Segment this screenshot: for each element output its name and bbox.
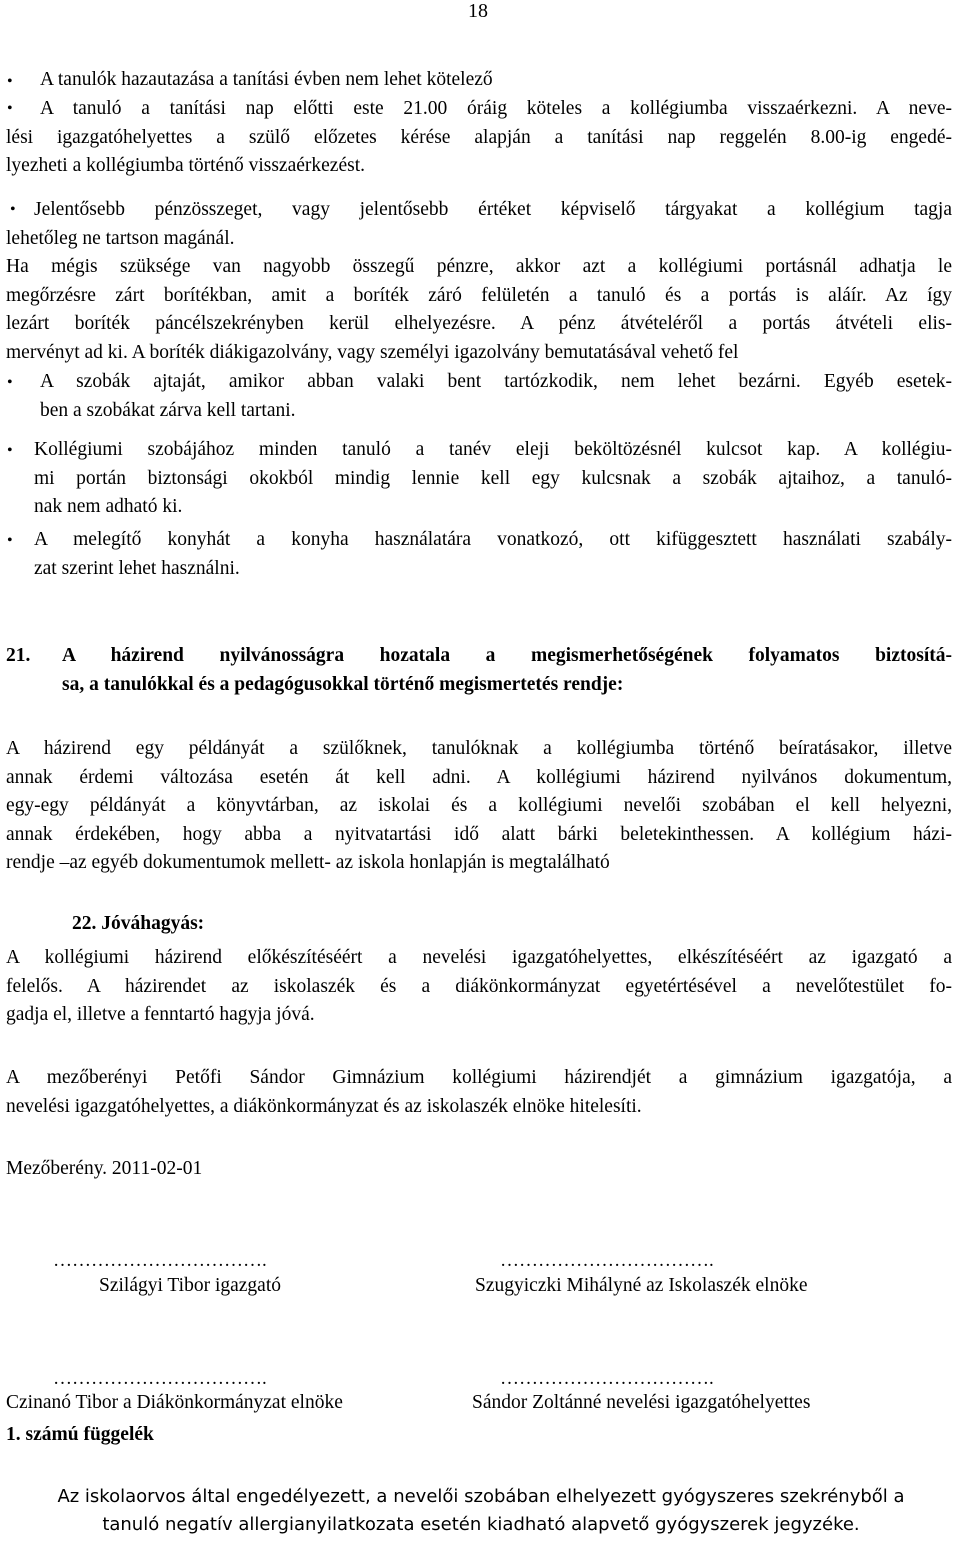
signature-line: …………………………….	[53, 1368, 267, 1389]
section-22-paragraph	[6, 944, 952, 1030]
list-item-text: A tanuló a tanítási nap előtti este 21.00 óráig köteles a kollégiumba visszaérkezni. A neve-	[40, 98, 952, 119]
section-21-number: 21.	[6, 645, 31, 666]
section-title-line: sa, a tanulókkal és a pedagógusokkal történő megismertetés rendje:	[62, 673, 624, 695]
section-22-heading: 22. Jóváhagyás:	[72, 913, 205, 934]
list-item-text: A melegítő konyhát a konyha használatára vonatkozó, ott kifüggesztett használati szabály-	[34, 529, 952, 550]
list-item	[6, 95, 952, 181]
signature-name: Szugyiczki Mihályné az Iskolaszék elnöke	[475, 1275, 808, 1296]
bullet-icon: •	[7, 374, 13, 391]
paragraph-line: A házirend egy példányát a szülőknek, tanulóknak a kollégiumba történő beíratásakor, illetve	[6, 738, 952, 759]
paragraph-line: nevelési igazgatóhelyettes, a diákönkormányzat és az iskolaszék elnöke hitelesíti.	[6, 1095, 642, 1117]
section-21-title	[62, 642, 952, 699]
paragraph-line: egy-egy példányát a könyvtárban, az iskolai és a kollégiumi nevelői szobában el kell helyezni,	[6, 795, 952, 816]
list-item-text: mi portán biztonsági okokból mindig lennie kell egy kulcsnak a szobák ajtaihoz, a tanuló-	[34, 467, 952, 489]
list-item-text: Kollégiumi szobájához minden tanuló a tanév eleji beköltözésnél kulcsot kap. A kollégiu-	[34, 439, 952, 460]
list-item-text: ben a szobákat zárva kell tartani.	[40, 399, 296, 421]
section-title-line: A házirend nyilvánosságra hozatala a megismerhetőségének folyamatos biztosítá-	[62, 645, 952, 666]
signature-line: …………………………….	[500, 1250, 714, 1271]
list-item	[34, 526, 952, 583]
authentication-paragraph	[6, 1064, 952, 1121]
paragraph-line: A kollégiumi házirend előkészítéséért a nevelési igazgatóhelyettes, elkészítéséért az igazgató a	[6, 947, 952, 968]
paragraph-line: annak érdemi változása esetén át kell adni. A kollégiumi házirend nyilvános dokumentum,	[6, 766, 952, 788]
list-item	[6, 196, 952, 367]
list-item	[34, 436, 952, 522]
signature-name: Czinanó Tibor a Diákönkormányzat elnöke	[6, 1392, 343, 1413]
paragraph-line: felelős. A házirendet az iskolaszék és a diákönkormányzat egyetértésével a nevelőtestület fo-	[6, 975, 952, 997]
list-item-text: nak nem adható ki.	[34, 496, 183, 517]
list-item-text: lehetőleg ne tartson magánál.	[6, 227, 235, 249]
list-item-text: lezárt boríték páncélszekrényben kerül elhelyezésre. A pénz átvételéről a portás átvételi elis-	[6, 313, 952, 334]
signature-name: Szilágyi Tibor igazgató	[99, 1275, 281, 1296]
bullet-icon: •	[7, 100, 13, 117]
appendix-text-line: Az iskolaorvos által engedélyezett, a nevelői szobában elhelyezett gyógyszeres szekrényből a	[57, 1486, 905, 1507]
bullet-icon: •	[7, 532, 13, 549]
paragraph-line: annak érdekében, hogy abba a nyitvatartási idő alatt bárki beletekinthessen. A kollégium házi-	[6, 823, 952, 845]
list-item-text: mervényt ad ki. A boríték diákigazolvány, vagy személyi igazolvány bemutatásával vehető fel	[6, 341, 739, 363]
list-item-text: A tanulók hazautazása a tanítási évben nem lehet kötelező	[40, 69, 493, 90]
list-item-text: A szobák ajtaját, amikor abban valaki bent tartózkodik, nem lehet bezárni. Egyéb esetek-	[40, 371, 952, 392]
list-item-text: Jelentősebb pénzösszeget, vagy jelentősebb értéket képviselő tárgyakat a kollégium tagja	[34, 199, 952, 220]
list-item-text: Ha mégis szüksége van nagyobb összegű pénzre, akkor azt a kollégiumi portásnál adhatja le	[6, 256, 952, 277]
bullet-icon: •	[10, 201, 16, 218]
list-item	[40, 66, 940, 95]
signature-name: Sándor Zoltánné nevelési igazgatóhelyettes	[472, 1392, 811, 1413]
list-item-text: lési igazgatóhelyettes a szülő előzetes kérése alapján a tanítási nap reggelén 8.00-ig engedé-	[6, 126, 952, 148]
appendix-text-line: tanuló negatív allergianyilatkozata esetén kiadható alapvető gyógyszerek jegyzéke.	[102, 1514, 860, 1535]
appendix-text	[6, 1483, 956, 1539]
section-21-paragraph	[6, 735, 952, 878]
appendix-heading: 1. számú függelék	[6, 1424, 154, 1445]
signature-line: …………………………….	[500, 1368, 714, 1389]
paragraph-line: rendje –az egyéb dokumentumok mellett- az iskola honlapján is megtalálható	[6, 852, 610, 873]
list-item-text: megőrzésre zárt borítékban, amit a boríték záró felületén a tanuló és a portás is aláír. Az így	[6, 284, 952, 306]
paragraph-line: A mezőberényi Petőfi Sándor Gimnázium kollégiumi házirendjét a gimnázium igazgatója, a	[6, 1067, 952, 1088]
list-item-text: lyezheti a kollégiumba történő visszaérkezést.	[6, 155, 365, 176]
page-number: 18	[468, 0, 488, 22]
bullet-icon: •	[7, 73, 13, 90]
place-date: Mezőberény. 2011-02-01	[6, 1158, 203, 1179]
paragraph-line: gadja el, illetve a fenntartó hagyja jóvá.	[6, 1004, 315, 1025]
list-item-text: zat szerint lehet használni.	[34, 557, 240, 579]
bullet-icon: •	[7, 442, 13, 459]
signature-line: …………………………….	[53, 1250, 267, 1271]
list-item	[40, 368, 952, 425]
